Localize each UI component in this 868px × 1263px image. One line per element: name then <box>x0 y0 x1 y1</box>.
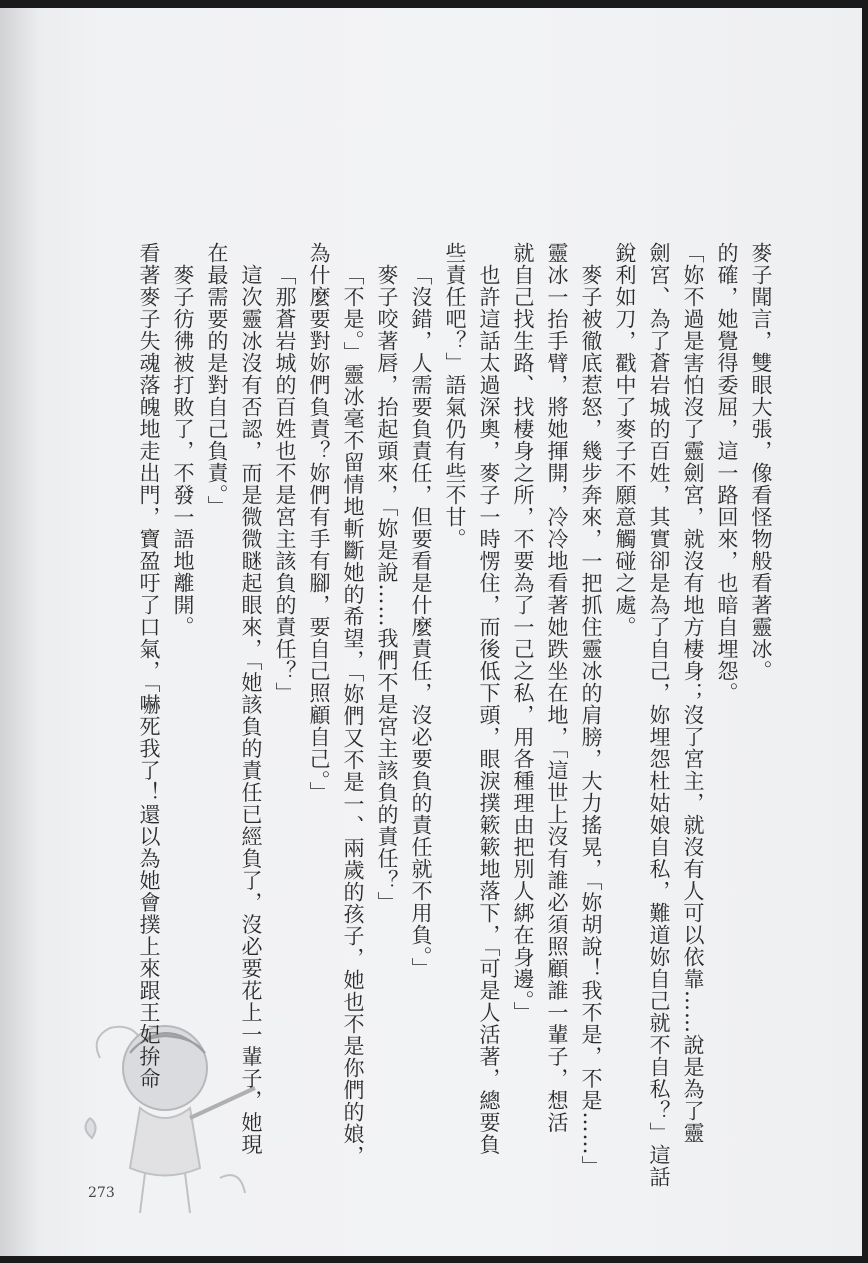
text-column: 「沒錯，人需要負責任，但要看是什麼責任，沒必要負的責任就不用負。」 <box>409 264 433 980</box>
text-column: 也許這話太過深奧，麥子一時愣住，而後低下頭，眼淚撲簌簌地落下，「可是人活著，總要負 <box>477 264 501 1156</box>
text-column: 麥子被徹底惹怒，幾步奔來，一把抓住靈冰的肩膀，大力搖晃，「妳胡說！我不是，不是……」 <box>579 264 603 1178</box>
text-column: 「不是。」靈冰毫不留情地斬斷她的希望，「妳們又不是一、兩歲的孩子，她也不是你們的娘， <box>341 264 365 1167</box>
text-column: 麥子彷彿被打敗了，不發一語地離開。 <box>171 264 195 638</box>
book-page <box>0 8 862 1256</box>
text-column: 「妳不過是害怕沒了靈劍宮，就沒有地方棲身；沒了宮主，就沒有人可以依靠……說是為了靈 <box>681 242 705 1144</box>
text-column: 銳利如刀，戳中了麥子不願意觸碰之處。 <box>613 242 637 638</box>
text-column: 些責任吧？」語氣仍有些不甘。 <box>443 242 467 550</box>
text-column: 這次靈冰沒有否認，而是微微瞇起眼來，「她該負的責任已經負了，沒必要花上一輩子，她現 <box>239 264 263 1156</box>
text-column: 麥子咬著唇，抬起頭來，「妳是說……我們不是宮主該負的責任？」 <box>375 264 399 914</box>
text-column: 就自己找生路、找棲身之所，不要為了一己之私，用各種理由把別人綁在身邊。」 <box>511 242 535 1024</box>
text-column: 靈冰一抬手臂，將她揮開，冷冷地看著她跌坐在地，「這世上沒有誰必須照顧誰一輩子，想活 <box>545 242 569 1134</box>
spine-shadow <box>0 8 40 1256</box>
text-column: 劍宮、為了蒼岩城的百姓，其實卻是為了自己，妳埋怨杜姑娘自私，難道妳自己就不自私？」這話 <box>647 242 671 1188</box>
text-column: 的確，她覺得委屈，這一路回來，也暗自埋怨。 <box>715 242 739 704</box>
text-column: 為什麼要對妳們負責？妳們有手有腳，要自己照顧自己。」 <box>307 242 331 804</box>
text-column: 麥子聞言，雙眼大張，像看怪物般看著靈冰。 <box>749 242 773 682</box>
text-column: 「那蒼岩城的百姓也不是宮主該負的責任？」 <box>273 264 297 704</box>
page-number: 273 <box>88 1185 115 1201</box>
text-column: 在最需要的是對自己負責。」 <box>205 242 229 518</box>
text-column: 看著麥子失魂落魄地走出門，寶盈吁了口氣，「嚇死我了！還以為她會撲上來跟王妃拚命 <box>137 242 161 1090</box>
